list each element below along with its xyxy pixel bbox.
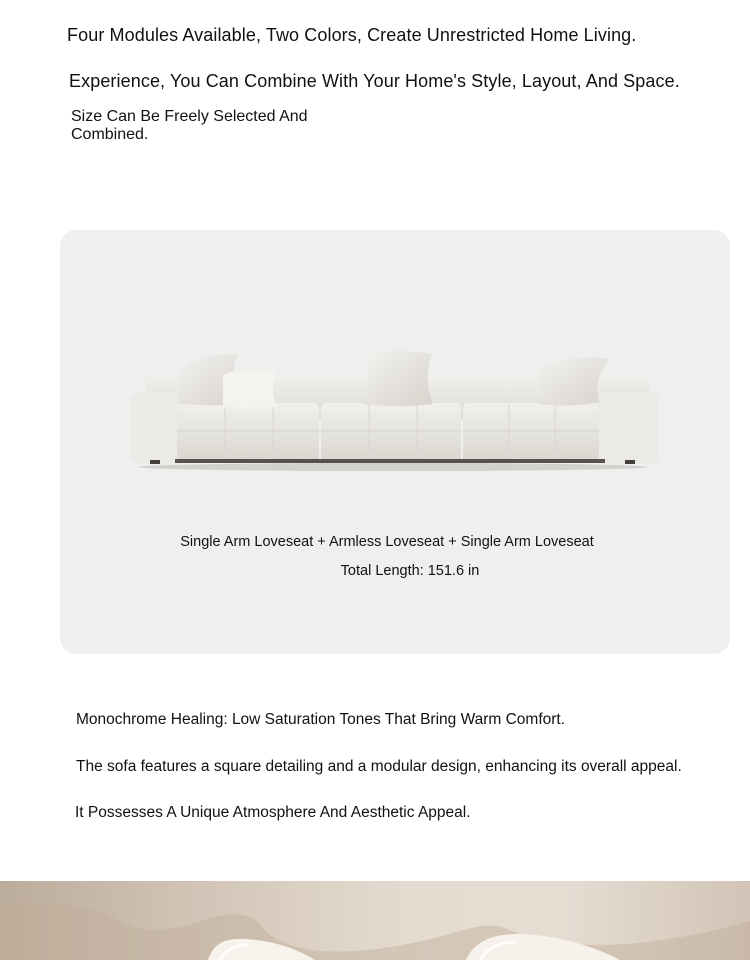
feature-line-1: Monochrome Healing: Low Saturation Tones That Bring Warm Comfort. [76,711,566,728]
sofa-illustration [125,348,660,473]
total-length: Total Length: 151.6 in [340,563,480,579]
feature-line-2: The sofa features a square detailing and a modular design, enhancing its overall appeal. [76,758,682,775]
lifestyle-banner [0,881,750,960]
intro-line-2: Experience, You Can Combine With Your Home's Style, Layout, And Space. [69,71,680,91]
product-panel [60,230,730,654]
combo-label: Single Arm Loveseat + Armless Loveseat + Single Arm Loveseat [180,534,594,550]
feature-line-3: It Possesses A Unique Atmosphere And Aesthetic Appeal. [75,804,471,821]
intro-line-3: Size Can Be Freely Selected And Combined. [71,108,308,143]
intro-line-1: Four Modules Available, Two Colors, Create Unrestricted Home Living. [67,25,637,45]
lifestyle-image [0,881,750,960]
